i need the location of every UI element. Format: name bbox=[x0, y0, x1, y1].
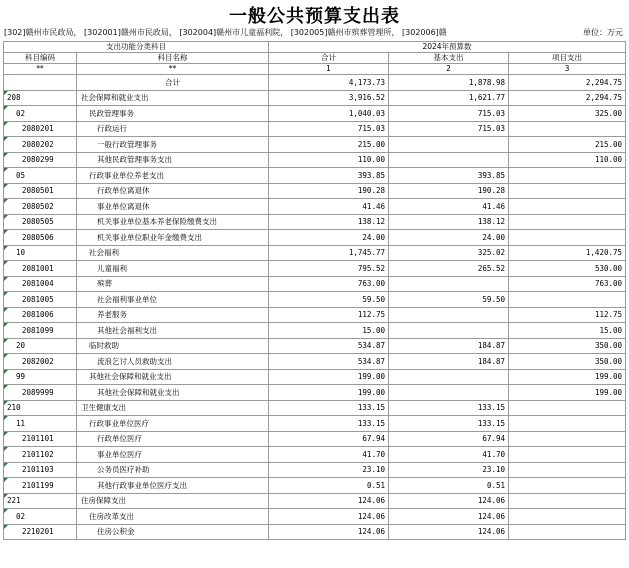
cell-basic bbox=[389, 307, 509, 323]
cell-code: 221 bbox=[4, 493, 77, 509]
cell-code: 05 bbox=[4, 168, 77, 184]
cell-project: 350.00 bbox=[509, 338, 626, 354]
cell-basic: 325.02 bbox=[389, 245, 509, 261]
cell-code: 2081004 bbox=[4, 276, 77, 292]
cell-code: 2089999 bbox=[4, 385, 77, 401]
cell-name: 行政单位离退休 bbox=[77, 183, 269, 199]
cell-name: 住房公积金 bbox=[77, 524, 269, 540]
cell-total: 763.00 bbox=[269, 276, 389, 292]
cell-total: 124.06 bbox=[269, 524, 389, 540]
cell-basic: 715.03 bbox=[389, 121, 509, 137]
header-star-code: ** bbox=[4, 64, 77, 75]
table-row bbox=[4, 245, 626, 261]
cell-name: 事业单位离退休 bbox=[77, 199, 269, 215]
cell-code: 20 bbox=[4, 338, 77, 354]
cell-project bbox=[509, 121, 626, 137]
table-body bbox=[4, 75, 626, 540]
cell-project: 2,294.75 bbox=[509, 90, 626, 106]
cell-code: 2081099 bbox=[4, 323, 77, 339]
cell-project bbox=[509, 292, 626, 308]
cell-basic: 393.85 bbox=[389, 168, 509, 184]
cell-total: 190.28 bbox=[269, 183, 389, 199]
header-index-2: 2 bbox=[389, 64, 509, 75]
cell-name: 住房改革支出 bbox=[77, 509, 269, 525]
table-row bbox=[4, 478, 626, 494]
cell-name: 行政事业单位医疗 bbox=[77, 416, 269, 432]
table-row bbox=[4, 106, 626, 122]
header-project: 项目支出 bbox=[509, 53, 626, 64]
cell-basic: 124.06 bbox=[389, 524, 509, 540]
header-index-3: 3 bbox=[509, 64, 626, 75]
header-total: 合计 bbox=[269, 53, 389, 64]
table-row bbox=[4, 230, 626, 246]
cell-basic: 133.15 bbox=[389, 400, 509, 416]
table-row bbox=[4, 338, 626, 354]
cell-code: 2082002 bbox=[4, 354, 77, 370]
cell-total: 59.50 bbox=[269, 292, 389, 308]
table-row bbox=[4, 90, 626, 106]
cell-project bbox=[509, 447, 626, 463]
cell-total: 3,916.52 bbox=[269, 90, 389, 106]
cell-total: 534.87 bbox=[269, 338, 389, 354]
table-row bbox=[4, 447, 626, 463]
header-index-1: 1 bbox=[269, 64, 389, 75]
cell-total: 199.00 bbox=[269, 369, 389, 385]
cell-total: 23.10 bbox=[269, 462, 389, 478]
cell-code: 2080201 bbox=[4, 121, 77, 137]
cell-name: 机关事业单位基本养老保险缴费支出 bbox=[77, 214, 269, 230]
cell-code: 11 bbox=[4, 416, 77, 432]
cell-name: 临时救助 bbox=[77, 338, 269, 354]
cell-code: 2081006 bbox=[4, 307, 77, 323]
cell-basic: 1,621.77 bbox=[389, 90, 509, 106]
cell-basic bbox=[389, 152, 509, 168]
cell-project bbox=[509, 509, 626, 525]
cell-project: 350.00 bbox=[509, 354, 626, 370]
cell-total: 133.15 bbox=[269, 416, 389, 432]
table-row bbox=[4, 354, 626, 370]
cell-project bbox=[509, 168, 626, 184]
cell-project: 110.00 bbox=[509, 152, 626, 168]
cell-basic: 184.87 bbox=[389, 354, 509, 370]
cell-total: 0.51 bbox=[269, 478, 389, 494]
cell-total: 199.00 bbox=[269, 385, 389, 401]
cell-total: 124.06 bbox=[269, 509, 389, 525]
unit-label: 单位：万元 bbox=[583, 28, 623, 37]
table-row bbox=[4, 261, 626, 277]
header-basic: 基本支出 bbox=[389, 53, 509, 64]
cell-basic: 124.06 bbox=[389, 493, 509, 509]
cell-project bbox=[509, 230, 626, 246]
cell-total: 133.15 bbox=[269, 400, 389, 416]
cell-basic bbox=[389, 369, 509, 385]
cell-total: 534.87 bbox=[269, 354, 389, 370]
cell-basic: 24.00 bbox=[389, 230, 509, 246]
cell-code: 2081001 bbox=[4, 261, 77, 277]
cell-total: 110.00 bbox=[269, 152, 389, 168]
cell-code: 2101101 bbox=[4, 431, 77, 447]
cell-basic: 1,878.98 bbox=[389, 75, 509, 91]
cell-code: 2101103 bbox=[4, 462, 77, 478]
cell-name: 其他民政管理事务支出 bbox=[77, 152, 269, 168]
cell-total: 215.00 bbox=[269, 137, 389, 153]
cell-total: 15.00 bbox=[269, 323, 389, 339]
cell-basic bbox=[389, 323, 509, 339]
cell-name: 其他行政事业单位医疗支出 bbox=[77, 478, 269, 494]
header-name: 科目名称 bbox=[77, 53, 269, 64]
cell-name: 行政单位医疗 bbox=[77, 431, 269, 447]
cell-code: 210 bbox=[4, 400, 77, 416]
cell-name: 民政管理事务 bbox=[77, 106, 269, 122]
cell-total: 1,040.03 bbox=[269, 106, 389, 122]
table-row bbox=[4, 307, 626, 323]
cell-total: 67.94 bbox=[269, 431, 389, 447]
cell-project bbox=[509, 462, 626, 478]
cell-code: 2101102 bbox=[4, 447, 77, 463]
table-row bbox=[4, 493, 626, 509]
cell-code: 02 bbox=[4, 509, 77, 525]
cell-name: 住房保障支出 bbox=[77, 493, 269, 509]
cell-name: 行政运行 bbox=[77, 121, 269, 137]
cell-total: 795.52 bbox=[269, 261, 389, 277]
cell-name: 行政事业单位养老支出 bbox=[77, 168, 269, 184]
cell-total: 715.03 bbox=[269, 121, 389, 137]
cell-code: 2080202 bbox=[4, 137, 77, 153]
cell-total: 138.12 bbox=[269, 214, 389, 230]
organization-line: [302]赣州市民政局， [302001]赣州市民政局， [302004]赣州市儿童福利院， [302005]赣州市殡葬管理所， [302006]赣 bbox=[4, 28, 447, 37]
cell-basic bbox=[389, 385, 509, 401]
cell-name: 事业单位医疗 bbox=[77, 447, 269, 463]
cell-total: 112.75 bbox=[269, 307, 389, 323]
cell-code: 2080505 bbox=[4, 214, 77, 230]
cell-name: 养老服务 bbox=[77, 307, 269, 323]
cell-code: 2210201 bbox=[4, 524, 77, 540]
cell-basic: 133.15 bbox=[389, 416, 509, 432]
cell-code: 2101199 bbox=[4, 478, 77, 494]
cell-project bbox=[509, 214, 626, 230]
cell-name: 其他社会福利支出 bbox=[77, 323, 269, 339]
table-row bbox=[4, 400, 626, 416]
table-row bbox=[4, 369, 626, 385]
cell-basic: 23.10 bbox=[389, 462, 509, 478]
cell-basic: 184.87 bbox=[389, 338, 509, 354]
table-row bbox=[4, 152, 626, 168]
cell-name: 卫生健康支出 bbox=[77, 400, 269, 416]
cell-name: 社会保障和就业支出 bbox=[77, 90, 269, 106]
cell-total: 124.06 bbox=[269, 493, 389, 509]
table-row bbox=[4, 75, 626, 91]
cell-project bbox=[509, 400, 626, 416]
cell-basic: 0.51 bbox=[389, 478, 509, 494]
cell-basic bbox=[389, 137, 509, 153]
cell-name: 机关事业单位职业年金缴费支出 bbox=[77, 230, 269, 246]
table-row bbox=[4, 121, 626, 137]
cell-project: 199.00 bbox=[509, 385, 626, 401]
cell-project bbox=[509, 524, 626, 540]
cell-total: 41.70 bbox=[269, 447, 389, 463]
header-func-group: 支出功能分类科目 bbox=[4, 42, 269, 53]
cell-code bbox=[4, 75, 77, 91]
cell-basic: 715.03 bbox=[389, 106, 509, 122]
table-row bbox=[4, 137, 626, 153]
cell-basic: 59.50 bbox=[389, 292, 509, 308]
header-budget-group: 2024年预算数 bbox=[269, 42, 626, 53]
cell-basic: 138.12 bbox=[389, 214, 509, 230]
table-row bbox=[4, 385, 626, 401]
table-row bbox=[4, 524, 626, 540]
cell-basic bbox=[389, 276, 509, 292]
cell-name: 儿童福利 bbox=[77, 261, 269, 277]
table-row bbox=[4, 431, 626, 447]
cell-total: 41.46 bbox=[269, 199, 389, 215]
cell-code: 2080506 bbox=[4, 230, 77, 246]
cell-basic: 67.94 bbox=[389, 431, 509, 447]
cell-project bbox=[509, 493, 626, 509]
cell-project: 763.00 bbox=[509, 276, 626, 292]
cell-name: 公务员医疗补助 bbox=[77, 462, 269, 478]
header-code: 科目编码 bbox=[4, 53, 77, 64]
cell-name: 社会福利事业单位 bbox=[77, 292, 269, 308]
cell-project: 325.00 bbox=[509, 106, 626, 122]
table-row bbox=[4, 462, 626, 478]
table-row bbox=[4, 276, 626, 292]
cell-basic: 124.06 bbox=[389, 509, 509, 525]
table-row bbox=[4, 323, 626, 339]
cell-project bbox=[509, 183, 626, 199]
cell-code: 2080502 bbox=[4, 199, 77, 215]
table-row bbox=[4, 183, 626, 199]
cell-name: 其他社会保障和就业支出 bbox=[77, 385, 269, 401]
cell-basic: 41.46 bbox=[389, 199, 509, 215]
cell-project: 215.00 bbox=[509, 137, 626, 153]
cell-basic: 265.52 bbox=[389, 261, 509, 277]
table-header bbox=[4, 42, 626, 75]
cell-total: 1,745.77 bbox=[269, 245, 389, 261]
cell-project bbox=[509, 199, 626, 215]
cell-total: 4,173.73 bbox=[269, 75, 389, 91]
cell-name: 合计 bbox=[77, 75, 269, 91]
cell-name: 一般行政管理事务 bbox=[77, 137, 269, 153]
cell-code: 2080299 bbox=[4, 152, 77, 168]
cell-total: 393.85 bbox=[269, 168, 389, 184]
table-row bbox=[4, 199, 626, 215]
cell-code: 99 bbox=[4, 369, 77, 385]
cell-code: 10 bbox=[4, 245, 77, 261]
cell-code: 2081005 bbox=[4, 292, 77, 308]
cell-name: 流浪乞讨人员救助支出 bbox=[77, 354, 269, 370]
cell-code: 208 bbox=[4, 90, 77, 106]
cell-code: 2080501 bbox=[4, 183, 77, 199]
table-row bbox=[4, 292, 626, 308]
report-title: 一般公共预算支出表 bbox=[229, 6, 400, 27]
cell-total: 24.00 bbox=[269, 230, 389, 246]
budget-table bbox=[3, 41, 626, 540]
cell-project bbox=[509, 478, 626, 494]
cell-code: 02 bbox=[4, 106, 77, 122]
cell-project: 199.00 bbox=[509, 369, 626, 385]
header-star-name: ** bbox=[77, 64, 269, 75]
table-row bbox=[4, 416, 626, 432]
cell-project bbox=[509, 416, 626, 432]
cell-name: 其他社会保障和就业支出 bbox=[77, 369, 269, 385]
cell-project: 1,420.75 bbox=[509, 245, 626, 261]
table-row bbox=[4, 168, 626, 184]
cell-basic: 190.28 bbox=[389, 183, 509, 199]
cell-basic: 41.70 bbox=[389, 447, 509, 463]
cell-project: 2,294.75 bbox=[509, 75, 626, 91]
table-row bbox=[4, 214, 626, 230]
cell-project: 15.00 bbox=[509, 323, 626, 339]
cell-project: 112.75 bbox=[509, 307, 626, 323]
cell-name: 殡葬 bbox=[77, 276, 269, 292]
cell-name: 社会福利 bbox=[77, 245, 269, 261]
cell-project: 530.00 bbox=[509, 261, 626, 277]
table-row bbox=[4, 509, 626, 525]
cell-project bbox=[509, 431, 626, 447]
